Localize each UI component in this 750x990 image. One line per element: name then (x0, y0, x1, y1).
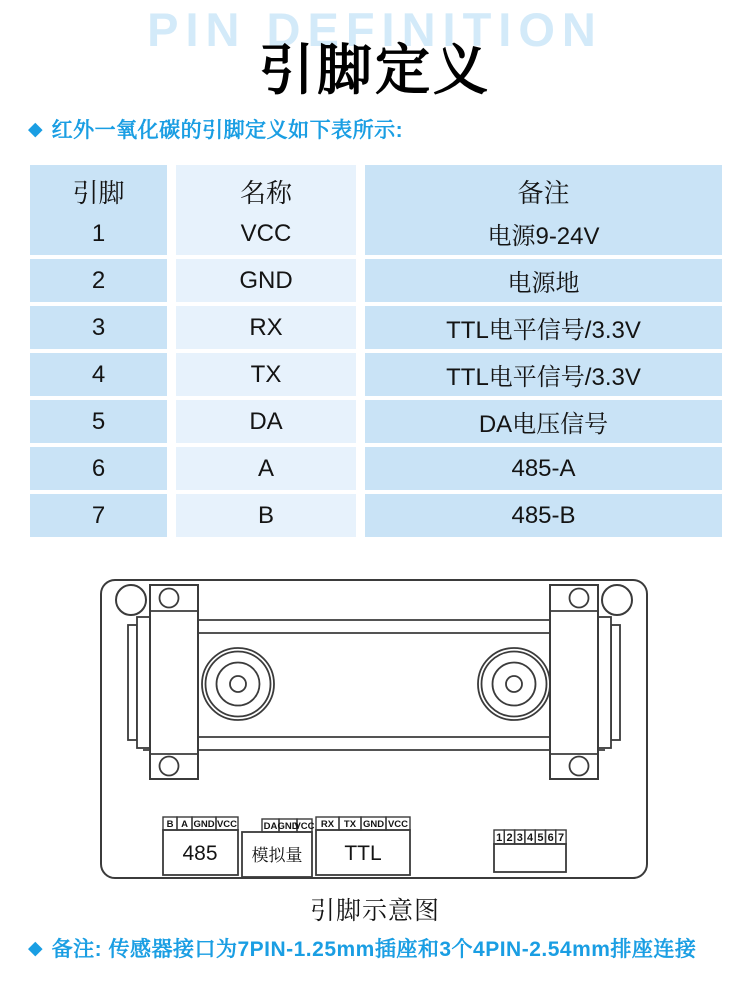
intro-text: 红外一氧化碳的引脚定义如下表所示: (51, 119, 404, 142)
note-text: 备注: 传感器接口为7PIN-1.25mm插座和3个4PIN-2.54mm排座连接 (51, 938, 697, 961)
pin-label: GND (193, 819, 215, 830)
left-sensor (202, 648, 274, 720)
pin-number: 7 (557, 832, 565, 844)
pin-number: 5 (537, 832, 544, 844)
table-cell-remark: TTL电平信号/3.3V (365, 353, 722, 396)
right-sensor (478, 648, 550, 720)
table-cell-name: DA (176, 400, 356, 443)
pin-label: VCC (387, 819, 409, 830)
table-cell-pin: 2 (30, 259, 167, 302)
table-cell-name: GND (176, 259, 356, 302)
mounting-hole-icon (602, 585, 632, 615)
table-cell-name: VCC (176, 212, 356, 255)
watermark-text: PIN DEFINITION (147, 3, 603, 56)
diamond-bullet-icon: ◆ (28, 118, 43, 140)
table-cell-pin: 1 (30, 212, 167, 255)
pin-label: A (181, 819, 188, 830)
pin-number: 3 (516, 832, 523, 844)
pin-number: 6 (547, 832, 554, 844)
pin-number-labels (496, 832, 564, 844)
pin-number: 1 (496, 832, 503, 844)
table-cell-remark: 电源地 (365, 259, 722, 302)
table-cell-remark: 485-B (365, 494, 722, 537)
pin-label: RX (320, 819, 335, 830)
pin-schematic-diagram (95, 573, 655, 885)
table-cell-pin: 7 (30, 494, 167, 537)
pin-label: B (166, 819, 174, 830)
pin-label: VCC (294, 821, 315, 832)
connector-label: 模拟量 (251, 846, 303, 865)
table-cell-name: B (176, 494, 356, 537)
diagram-caption: 引脚示意图 (309, 897, 440, 925)
table-cell-remark: TTL电平信号/3.3V (365, 306, 722, 349)
connector-pin-labels (167, 819, 409, 865)
diamond-bullet-icon: ◆ (28, 937, 43, 959)
table-cell-name: RX (176, 306, 356, 349)
table-cell-remark: 485-A (365, 447, 722, 490)
intro-line (28, 114, 403, 144)
connector-label: TTL (344, 842, 382, 865)
table-cell-pin: 3 (30, 306, 167, 349)
table-header-name: 名称 (176, 165, 356, 218)
table-cell-pin: 5 (30, 400, 167, 443)
pin-label: GND (362, 819, 385, 830)
pin-label: TX (343, 819, 357, 830)
table-cell-remark: 电源9-24V (365, 212, 722, 255)
pin-label: DA (263, 821, 278, 832)
connector-label: 485 (182, 842, 218, 865)
pin-definition-table (30, 165, 722, 537)
table-cell-pin: 4 (30, 353, 167, 396)
sensor-module-drawing (95, 573, 655, 885)
pin-number: 4 (527, 832, 534, 844)
table-cell-pin: 6 (30, 447, 167, 490)
table-cell-name: A (176, 447, 356, 490)
mounting-hole-icon (116, 585, 146, 615)
table-cell-name: TX (176, 353, 356, 396)
table-header-remark: 备注 (365, 165, 722, 218)
pin-label: VCC (216, 819, 238, 830)
page-title: 引脚定义 (258, 39, 491, 101)
table-cell-remark: DA电压信号 (365, 400, 722, 443)
pin-label: GND (277, 821, 299, 832)
table-header-pin: 引脚 (30, 165, 167, 218)
note-line (28, 933, 696, 963)
pin-number: 2 (506, 832, 513, 844)
